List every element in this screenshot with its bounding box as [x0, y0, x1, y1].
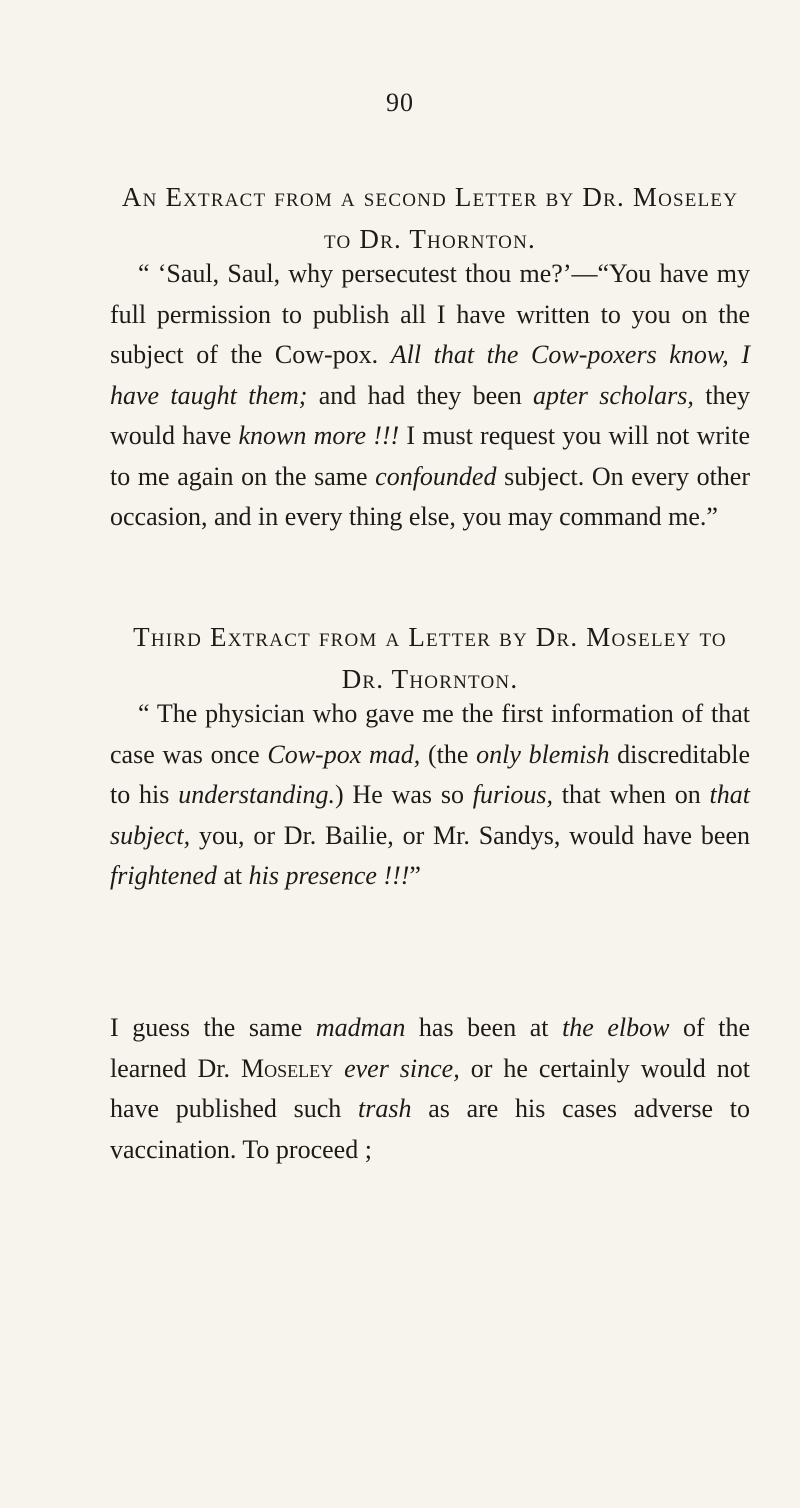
text-run: discreditable to his	[110, 739, 750, 809]
italic-phrase: madman	[315, 1013, 406, 1042]
text-run: you, or Dr. Bailie, or Mr. Sandys, would have been	[190, 820, 750, 850]
text-run: I guess the same	[110, 1013, 316, 1042]
italic-phrase: apter scholars,	[533, 380, 694, 410]
section-heading-second-letter: An Extract from a second Letter by Dr. Moseley to Dr. Thornton.	[121, 182, 739, 254]
text-run: (the	[420, 739, 477, 769]
text-run: that when on	[552, 780, 710, 809]
italic-phrase: frightened	[110, 861, 217, 890]
text-run: I must request you will not write to me again on the same	[110, 421, 750, 491]
text-run: subject. On every other occasion, and in every thing else, you may command me.”	[110, 461, 750, 531]
commentary-paragraph	[110, 1008, 750, 1170]
text-run: ) He was so	[334, 780, 473, 809]
italic-phrase: All that the Cow-poxers know, I have taught them;	[110, 340, 750, 410]
italic-phrase: trash	[358, 1094, 412, 1123]
third-extract-paragraph	[110, 694, 750, 897]
text-run: or he certainly would not have published such	[110, 1053, 750, 1123]
text-run: and had they been	[307, 380, 534, 410]
italic-phrase: that subject,	[110, 780, 750, 850]
text-run: has been at	[405, 1013, 563, 1042]
italic-phrase: his presence !!!	[248, 861, 410, 890]
italic-phrase: Cow-pox mad,	[267, 739, 421, 769]
italic-phrase: known more !!!	[238, 421, 400, 450]
text-run: at	[216, 861, 249, 890]
text-run: of the learned Dr.	[110, 1013, 750, 1083]
italic-phrase: only blemish	[476, 739, 610, 769]
italic-phrase: understanding.	[178, 780, 335, 809]
italic-phrase: ever since,	[344, 1053, 460, 1083]
page-number: 90	[386, 88, 414, 117]
text-run: “ ‘Saul, Saul, why persecutest thou me?’—“You have my full permission to publish all I have written to you on the subject of the Cow-pox.	[110, 259, 750, 369]
italic-phrase: the elbow	[562, 1013, 670, 1042]
text-run	[333, 1054, 344, 1083]
text-run: they would have	[110, 380, 750, 450]
small-caps-name: Moseley	[240, 1053, 334, 1083]
text-run: “ The physician who gave me the first information of that case was once	[110, 699, 750, 769]
italic-phrase: confounded	[375, 461, 497, 491]
text-run: as are his cases adverse to vaccination. To proceed ;	[110, 1094, 750, 1164]
text-run: ”	[409, 861, 421, 890]
section-heading-third-extract: Third Extract from a Letter by Dr. Moseley to Dr. Thornton.	[133, 622, 727, 694]
italic-phrase: furious,	[472, 780, 553, 809]
letter-extract-paragraph	[110, 254, 750, 538]
